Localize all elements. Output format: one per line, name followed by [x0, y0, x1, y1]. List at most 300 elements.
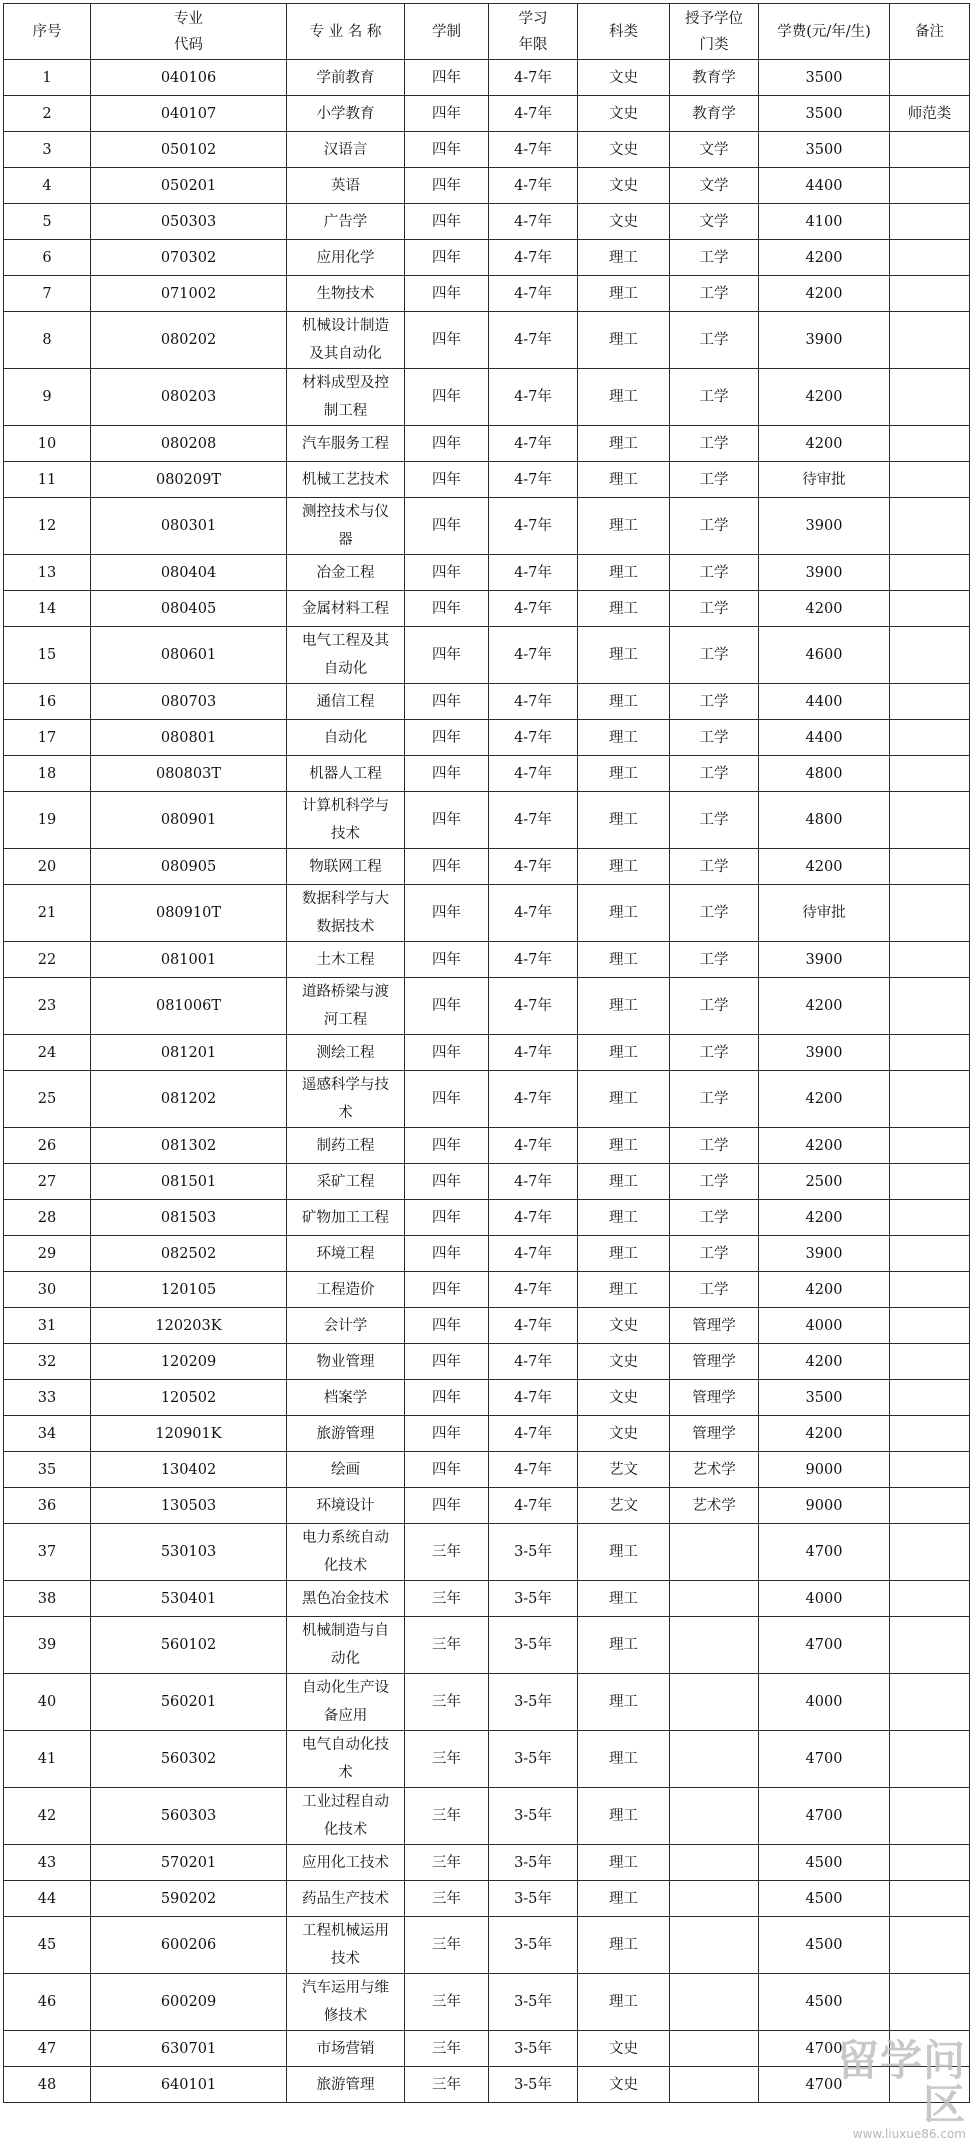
cell-remarks	[890, 1416, 970, 1452]
cell-subject-category: 理工	[578, 369, 670, 426]
cell-remarks	[890, 1788, 970, 1845]
cell-remarks	[890, 1128, 970, 1164]
cell-program-length: 四年	[405, 1308, 489, 1344]
cell-tuition: 4700	[759, 1617, 890, 1674]
table-row	[4, 792, 970, 849]
cell-major-name: 黑色冶金技术	[287, 1581, 405, 1617]
cell-major-name: 物联网工程	[287, 849, 405, 885]
cell-major-name: 汽车服务工程	[287, 426, 405, 462]
cell-degree-category: 管理学	[670, 1380, 759, 1416]
cell-major-code: 081201	[91, 1035, 287, 1071]
table-row	[4, 1035, 970, 1071]
cell-tuition: 4500	[759, 1917, 890, 1974]
cell-major-code: 560201	[91, 1674, 287, 1731]
cell-index: 41	[4, 1731, 91, 1788]
cell-study-years: 4-7年	[489, 276, 578, 312]
cell-major-name: 道路桥梁与渡河工程	[287, 978, 405, 1035]
cell-remarks	[890, 1488, 970, 1524]
cell-subject-category: 理工	[578, 1731, 670, 1788]
cell-subject-category: 理工	[578, 792, 670, 849]
cell-index: 5	[4, 204, 91, 240]
cell-major-code: 070302	[91, 240, 287, 276]
cell-major-code: 080405	[91, 591, 287, 627]
cell-subject-category: 理工	[578, 849, 670, 885]
cell-remarks	[890, 2031, 970, 2067]
cell-major-name: 矿物加工工程	[287, 1200, 405, 1236]
cell-program-length: 四年	[405, 312, 489, 369]
cell-index: 38	[4, 1581, 91, 1617]
cell-tuition: 2500	[759, 1164, 890, 1200]
table-row	[4, 942, 970, 978]
cell-major-code: 080910T	[91, 885, 287, 942]
cell-subject-category: 理工	[578, 1881, 670, 1917]
tuition-fee-table	[3, 3, 970, 2103]
cell-degree-category: 工学	[670, 792, 759, 849]
cell-tuition: 4700	[759, 2031, 890, 2067]
cell-study-years: 4-7年	[489, 756, 578, 792]
cell-degree-category: 工学	[670, 312, 759, 369]
cell-index: 44	[4, 1881, 91, 1917]
header-remarks: 备注	[890, 4, 970, 60]
cell-study-years: 4-7年	[489, 1236, 578, 1272]
cell-index: 31	[4, 1308, 91, 1344]
table-row	[4, 60, 970, 96]
cell-subject-category: 文史	[578, 2067, 670, 2103]
cell-subject-category: 理工	[578, 1581, 670, 1617]
cell-study-years: 4-7年	[489, 627, 578, 684]
cell-study-years: 3-5年	[489, 1917, 578, 1974]
cell-index: 12	[4, 498, 91, 555]
cell-major-name: 遥感科学与技术	[287, 1071, 405, 1128]
cell-program-length: 四年	[405, 462, 489, 498]
cell-subject-category: 理工	[578, 885, 670, 942]
cell-degree-category: 文学	[670, 132, 759, 168]
cell-study-years: 3-5年	[489, 1524, 578, 1581]
cell-degree-category: 工学	[670, 684, 759, 720]
cell-index: 22	[4, 942, 91, 978]
cell-major-code: 530401	[91, 1581, 287, 1617]
cell-subject-category: 理工	[578, 1674, 670, 1731]
cell-study-years: 4-7年	[489, 498, 578, 555]
header-subject-category: 科类	[578, 4, 670, 60]
cell-tuition: 3500	[759, 132, 890, 168]
cell-study-years: 4-7年	[489, 1488, 578, 1524]
cell-major-name: 药品生产技术	[287, 1881, 405, 1917]
cell-program-length: 三年	[405, 1731, 489, 1788]
cell-remarks	[890, 204, 970, 240]
cell-major-name: 小学教育	[287, 96, 405, 132]
table-row	[4, 1308, 970, 1344]
table-row	[4, 720, 970, 756]
cell-degree-category: 教育学	[670, 96, 759, 132]
cell-remarks	[890, 132, 970, 168]
cell-tuition: 4500	[759, 1881, 890, 1917]
cell-remarks	[890, 555, 970, 591]
cell-degree-category: 工学	[670, 426, 759, 462]
cell-program-length: 四年	[405, 1380, 489, 1416]
cell-subject-category: 文史	[578, 60, 670, 96]
cell-index: 4	[4, 168, 91, 204]
cell-study-years: 3-5年	[489, 1974, 578, 2031]
cell-remarks	[890, 1308, 970, 1344]
cell-tuition: 3900	[759, 312, 890, 369]
cell-major-name: 金属材料工程	[287, 591, 405, 627]
cell-degree-category	[670, 1917, 759, 1974]
cell-major-code: 560102	[91, 1617, 287, 1674]
cell-subject-category: 理工	[578, 1845, 670, 1881]
cell-degree-category	[670, 1845, 759, 1881]
cell-index: 37	[4, 1524, 91, 1581]
table-row	[4, 1236, 970, 1272]
table-row	[4, 1488, 970, 1524]
cell-program-length: 四年	[405, 276, 489, 312]
cell-tuition: 4000	[759, 1674, 890, 1731]
cell-major-name: 物业管理	[287, 1344, 405, 1380]
cell-major-name: 机械制造与自动化	[287, 1617, 405, 1674]
table-row	[4, 849, 970, 885]
cell-tuition: 待审批	[759, 885, 890, 942]
cell-major-name: 自动化	[287, 720, 405, 756]
cell-major-name: 应用化工技术	[287, 1845, 405, 1881]
cell-program-length: 四年	[405, 1488, 489, 1524]
cell-degree-category: 教育学	[670, 60, 759, 96]
fee-table-sheet	[3, 3, 970, 2141]
cell-tuition: 待审批	[759, 462, 890, 498]
cell-subject-category: 理工	[578, 591, 670, 627]
cell-major-code: 080301	[91, 498, 287, 555]
cell-subject-category: 理工	[578, 426, 670, 462]
cell-major-code: 080601	[91, 627, 287, 684]
table-row	[4, 1416, 970, 1452]
cell-major-code: 080208	[91, 426, 287, 462]
cell-index: 48	[4, 2067, 91, 2103]
cell-tuition: 3900	[759, 498, 890, 555]
cell-program-length: 四年	[405, 132, 489, 168]
cell-remarks	[890, 720, 970, 756]
header-program-length: 学制	[405, 4, 489, 60]
cell-major-code: 080203	[91, 369, 287, 426]
cell-index: 40	[4, 1674, 91, 1731]
cell-program-length: 三年	[405, 1617, 489, 1674]
cell-subject-category: 理工	[578, 1128, 670, 1164]
cell-index: 3	[4, 132, 91, 168]
table-row	[4, 1272, 970, 1308]
table-row	[4, 555, 970, 591]
cell-major-name: 市场营销	[287, 2031, 405, 2067]
cell-subject-category: 理工	[578, 1236, 670, 1272]
cell-major-code: 081501	[91, 1164, 287, 1200]
cell-tuition: 4200	[759, 1344, 890, 1380]
cell-study-years: 3-5年	[489, 1617, 578, 1674]
cell-remarks	[890, 1236, 970, 1272]
table-row	[4, 276, 970, 312]
cell-study-years: 3-5年	[489, 1731, 578, 1788]
cell-major-name: 通信工程	[287, 684, 405, 720]
cell-program-length: 四年	[405, 627, 489, 684]
cell-degree-category	[670, 1581, 759, 1617]
cell-major-code: 081503	[91, 1200, 287, 1236]
cell-tuition: 4400	[759, 684, 890, 720]
cell-tuition: 4200	[759, 1200, 890, 1236]
table-row	[4, 1071, 970, 1128]
cell-degree-category: 工学	[670, 555, 759, 591]
cell-tuition: 4000	[759, 1581, 890, 1617]
cell-major-code: 640101	[91, 2067, 287, 2103]
cell-major-code: 120105	[91, 1272, 287, 1308]
cell-major-name: 工程造价	[287, 1272, 405, 1308]
cell-major-name: 汉语言	[287, 132, 405, 168]
cell-index: 27	[4, 1164, 91, 1200]
cell-major-code: 080703	[91, 684, 287, 720]
cell-major-name: 档案学	[287, 1380, 405, 1416]
cell-index: 45	[4, 1917, 91, 1974]
cell-degree-category: 文学	[670, 168, 759, 204]
cell-program-length: 四年	[405, 849, 489, 885]
cell-index: 19	[4, 792, 91, 849]
table-row	[4, 240, 970, 276]
table-row	[4, 426, 970, 462]
cell-remarks	[890, 498, 970, 555]
cell-subject-category: 理工	[578, 756, 670, 792]
cell-remarks	[890, 369, 970, 426]
table-row	[4, 1845, 970, 1881]
cell-tuition: 4500	[759, 1845, 890, 1881]
cell-study-years: 3-5年	[489, 1674, 578, 1731]
cell-degree-category	[670, 1881, 759, 1917]
cell-index: 21	[4, 885, 91, 942]
cell-study-years: 4-7年	[489, 168, 578, 204]
cell-degree-category: 工学	[670, 849, 759, 885]
cell-degree-category	[670, 1674, 759, 1731]
cell-major-code: 081302	[91, 1128, 287, 1164]
cell-major-name: 计算机科学与技术	[287, 792, 405, 849]
cell-remarks	[890, 1344, 970, 1380]
cell-index: 6	[4, 240, 91, 276]
cell-index: 8	[4, 312, 91, 369]
cell-program-length: 三年	[405, 2031, 489, 2067]
cell-degree-category	[670, 1731, 759, 1788]
cell-program-length: 四年	[405, 426, 489, 462]
cell-major-code: 050201	[91, 168, 287, 204]
cell-subject-category: 理工	[578, 1071, 670, 1128]
cell-program-length: 四年	[405, 1071, 489, 1128]
cell-study-years: 4-7年	[489, 1200, 578, 1236]
cell-remarks	[890, 1617, 970, 1674]
cell-index: 13	[4, 555, 91, 591]
cell-subject-category: 理工	[578, 627, 670, 684]
cell-subject-category: 理工	[578, 462, 670, 498]
cell-tuition: 4100	[759, 204, 890, 240]
cell-degree-category: 艺术学	[670, 1452, 759, 1488]
cell-remarks	[890, 1731, 970, 1788]
cell-major-code: 080803T	[91, 756, 287, 792]
cell-subject-category: 理工	[578, 1617, 670, 1674]
cell-remarks	[890, 1845, 970, 1881]
cell-program-length: 三年	[405, 1881, 489, 1917]
cell-degree-category	[670, 1788, 759, 1845]
cell-tuition: 4000	[759, 1308, 890, 1344]
cell-subject-category: 文史	[578, 168, 670, 204]
cell-index: 24	[4, 1035, 91, 1071]
cell-major-code: 560302	[91, 1731, 287, 1788]
cell-program-length: 四年	[405, 1416, 489, 1452]
cell-degree-category: 工学	[670, 1035, 759, 1071]
cell-major-name: 制药工程	[287, 1128, 405, 1164]
cell-tuition: 4200	[759, 1416, 890, 1452]
cell-tuition: 4600	[759, 627, 890, 684]
cell-major-code: 130503	[91, 1488, 287, 1524]
cell-index: 1	[4, 60, 91, 96]
cell-remarks	[890, 1524, 970, 1581]
cell-degree-category: 工学	[670, 942, 759, 978]
header-degree-category: 授予学位 门类	[670, 4, 759, 60]
cell-degree-category: 工学	[670, 885, 759, 942]
cell-tuition: 9000	[759, 1452, 890, 1488]
cell-major-code: 081006T	[91, 978, 287, 1035]
table-row	[4, 132, 970, 168]
cell-study-years: 4-7年	[489, 240, 578, 276]
cell-degree-category: 工学	[670, 1164, 759, 1200]
table-row	[4, 1164, 970, 1200]
cell-tuition: 4200	[759, 240, 890, 276]
cell-subject-category: 理工	[578, 240, 670, 276]
cell-study-years: 3-5年	[489, 2067, 578, 2103]
cell-tuition: 4400	[759, 720, 890, 756]
header-major-name: 专 业 名 称	[287, 4, 405, 60]
cell-index: 34	[4, 1416, 91, 1452]
cell-remarks	[890, 885, 970, 942]
cell-major-name: 测控技术与仪器	[287, 498, 405, 555]
cell-major-name: 英语	[287, 168, 405, 204]
cell-program-length: 四年	[405, 555, 489, 591]
cell-study-years: 4-7年	[489, 426, 578, 462]
cell-program-length: 四年	[405, 168, 489, 204]
cell-tuition: 3900	[759, 1035, 890, 1071]
cell-program-length: 三年	[405, 1524, 489, 1581]
cell-remarks	[890, 942, 970, 978]
cell-major-code: 530103	[91, 1524, 287, 1581]
cell-major-name: 测绘工程	[287, 1035, 405, 1071]
cell-subject-category: 理工	[578, 498, 670, 555]
cell-program-length: 四年	[405, 1035, 489, 1071]
cell-subject-category: 文史	[578, 1380, 670, 1416]
cell-remarks	[890, 276, 970, 312]
table-row	[4, 1380, 970, 1416]
cell-tuition: 3500	[759, 1380, 890, 1416]
cell-remarks	[890, 978, 970, 1035]
cell-major-name: 采矿工程	[287, 1164, 405, 1200]
cell-major-code: 120209	[91, 1344, 287, 1380]
cell-remarks	[890, 240, 970, 276]
cell-program-length: 四年	[405, 204, 489, 240]
cell-program-length: 四年	[405, 720, 489, 756]
cell-tuition: 4400	[759, 168, 890, 204]
cell-study-years: 4-7年	[489, 1071, 578, 1128]
cell-degree-category	[670, 1617, 759, 1674]
cell-index: 33	[4, 1380, 91, 1416]
cell-major-code: 080801	[91, 720, 287, 756]
cell-subject-category: 理工	[578, 1917, 670, 1974]
table-row	[4, 2031, 970, 2067]
cell-major-name: 电力系统自动化技术	[287, 1524, 405, 1581]
cell-major-name: 材料成型及控制工程	[287, 369, 405, 426]
cell-degree-category: 工学	[670, 498, 759, 555]
cell-subject-category: 理工	[578, 1035, 670, 1071]
cell-subject-category: 理工	[578, 1164, 670, 1200]
cell-major-code: 081001	[91, 942, 287, 978]
cell-major-code: 040106	[91, 60, 287, 96]
cell-tuition: 3900	[759, 1236, 890, 1272]
table-row	[4, 978, 970, 1035]
cell-major-name: 土木工程	[287, 942, 405, 978]
cell-index: 15	[4, 627, 91, 684]
cell-major-name: 环境工程	[287, 1236, 405, 1272]
cell-program-length: 三年	[405, 1845, 489, 1881]
cell-major-name: 广告学	[287, 204, 405, 240]
cell-tuition: 4700	[759, 1524, 890, 1581]
cell-subject-category: 理工	[578, 1200, 670, 1236]
cell-degree-category: 管理学	[670, 1416, 759, 1452]
table-row	[4, 204, 970, 240]
cell-program-length: 四年	[405, 756, 489, 792]
cell-remarks	[890, 168, 970, 204]
cell-index: 42	[4, 1788, 91, 1845]
watermark-url: www.liuxue86.com	[852, 2127, 966, 2141]
cell-program-length: 四年	[405, 885, 489, 942]
cell-subject-category: 理工	[578, 312, 670, 369]
cell-program-length: 三年	[405, 1674, 489, 1731]
table-row	[4, 1974, 970, 2031]
cell-program-length: 三年	[405, 1974, 489, 2031]
cell-program-length: 四年	[405, 1452, 489, 1488]
cell-subject-category: 理工	[578, 1974, 670, 2031]
cell-index: 26	[4, 1128, 91, 1164]
cell-major-code: 120901K	[91, 1416, 287, 1452]
cell-index: 20	[4, 849, 91, 885]
cell-study-years: 3-5年	[489, 2031, 578, 2067]
cell-degree-category: 工学	[670, 978, 759, 1035]
cell-tuition: 4700	[759, 2067, 890, 2103]
table-row	[4, 1788, 970, 1845]
cell-degree-category: 工学	[670, 1236, 759, 1272]
cell-program-length: 四年	[405, 1200, 489, 1236]
cell-remarks	[890, 312, 970, 369]
cell-remarks	[890, 1272, 970, 1308]
cell-subject-category: 文史	[578, 132, 670, 168]
header-index: 序号	[4, 4, 91, 60]
cell-program-length: 四年	[405, 369, 489, 426]
cell-study-years: 4-7年	[489, 1344, 578, 1380]
cell-tuition: 4200	[759, 978, 890, 1035]
cell-index: 2	[4, 96, 91, 132]
table-row	[4, 1344, 970, 1380]
cell-subject-category: 理工	[578, 276, 670, 312]
cell-degree-category: 工学	[670, 1272, 759, 1308]
cell-degree-category	[670, 2067, 759, 2103]
cell-study-years: 4-7年	[489, 591, 578, 627]
cell-remarks	[890, 792, 970, 849]
cell-subject-category: 理工	[578, 942, 670, 978]
cell-tuition: 4800	[759, 792, 890, 849]
cell-study-years: 3-5年	[489, 1581, 578, 1617]
cell-major-code: 590202	[91, 1881, 287, 1917]
cell-subject-category: 理工	[578, 720, 670, 756]
cell-index: 39	[4, 1617, 91, 1674]
cell-major-code: 080905	[91, 849, 287, 885]
cell-subject-category: 理工	[578, 684, 670, 720]
table-row	[4, 1452, 970, 1488]
table-row	[4, 2067, 970, 2103]
